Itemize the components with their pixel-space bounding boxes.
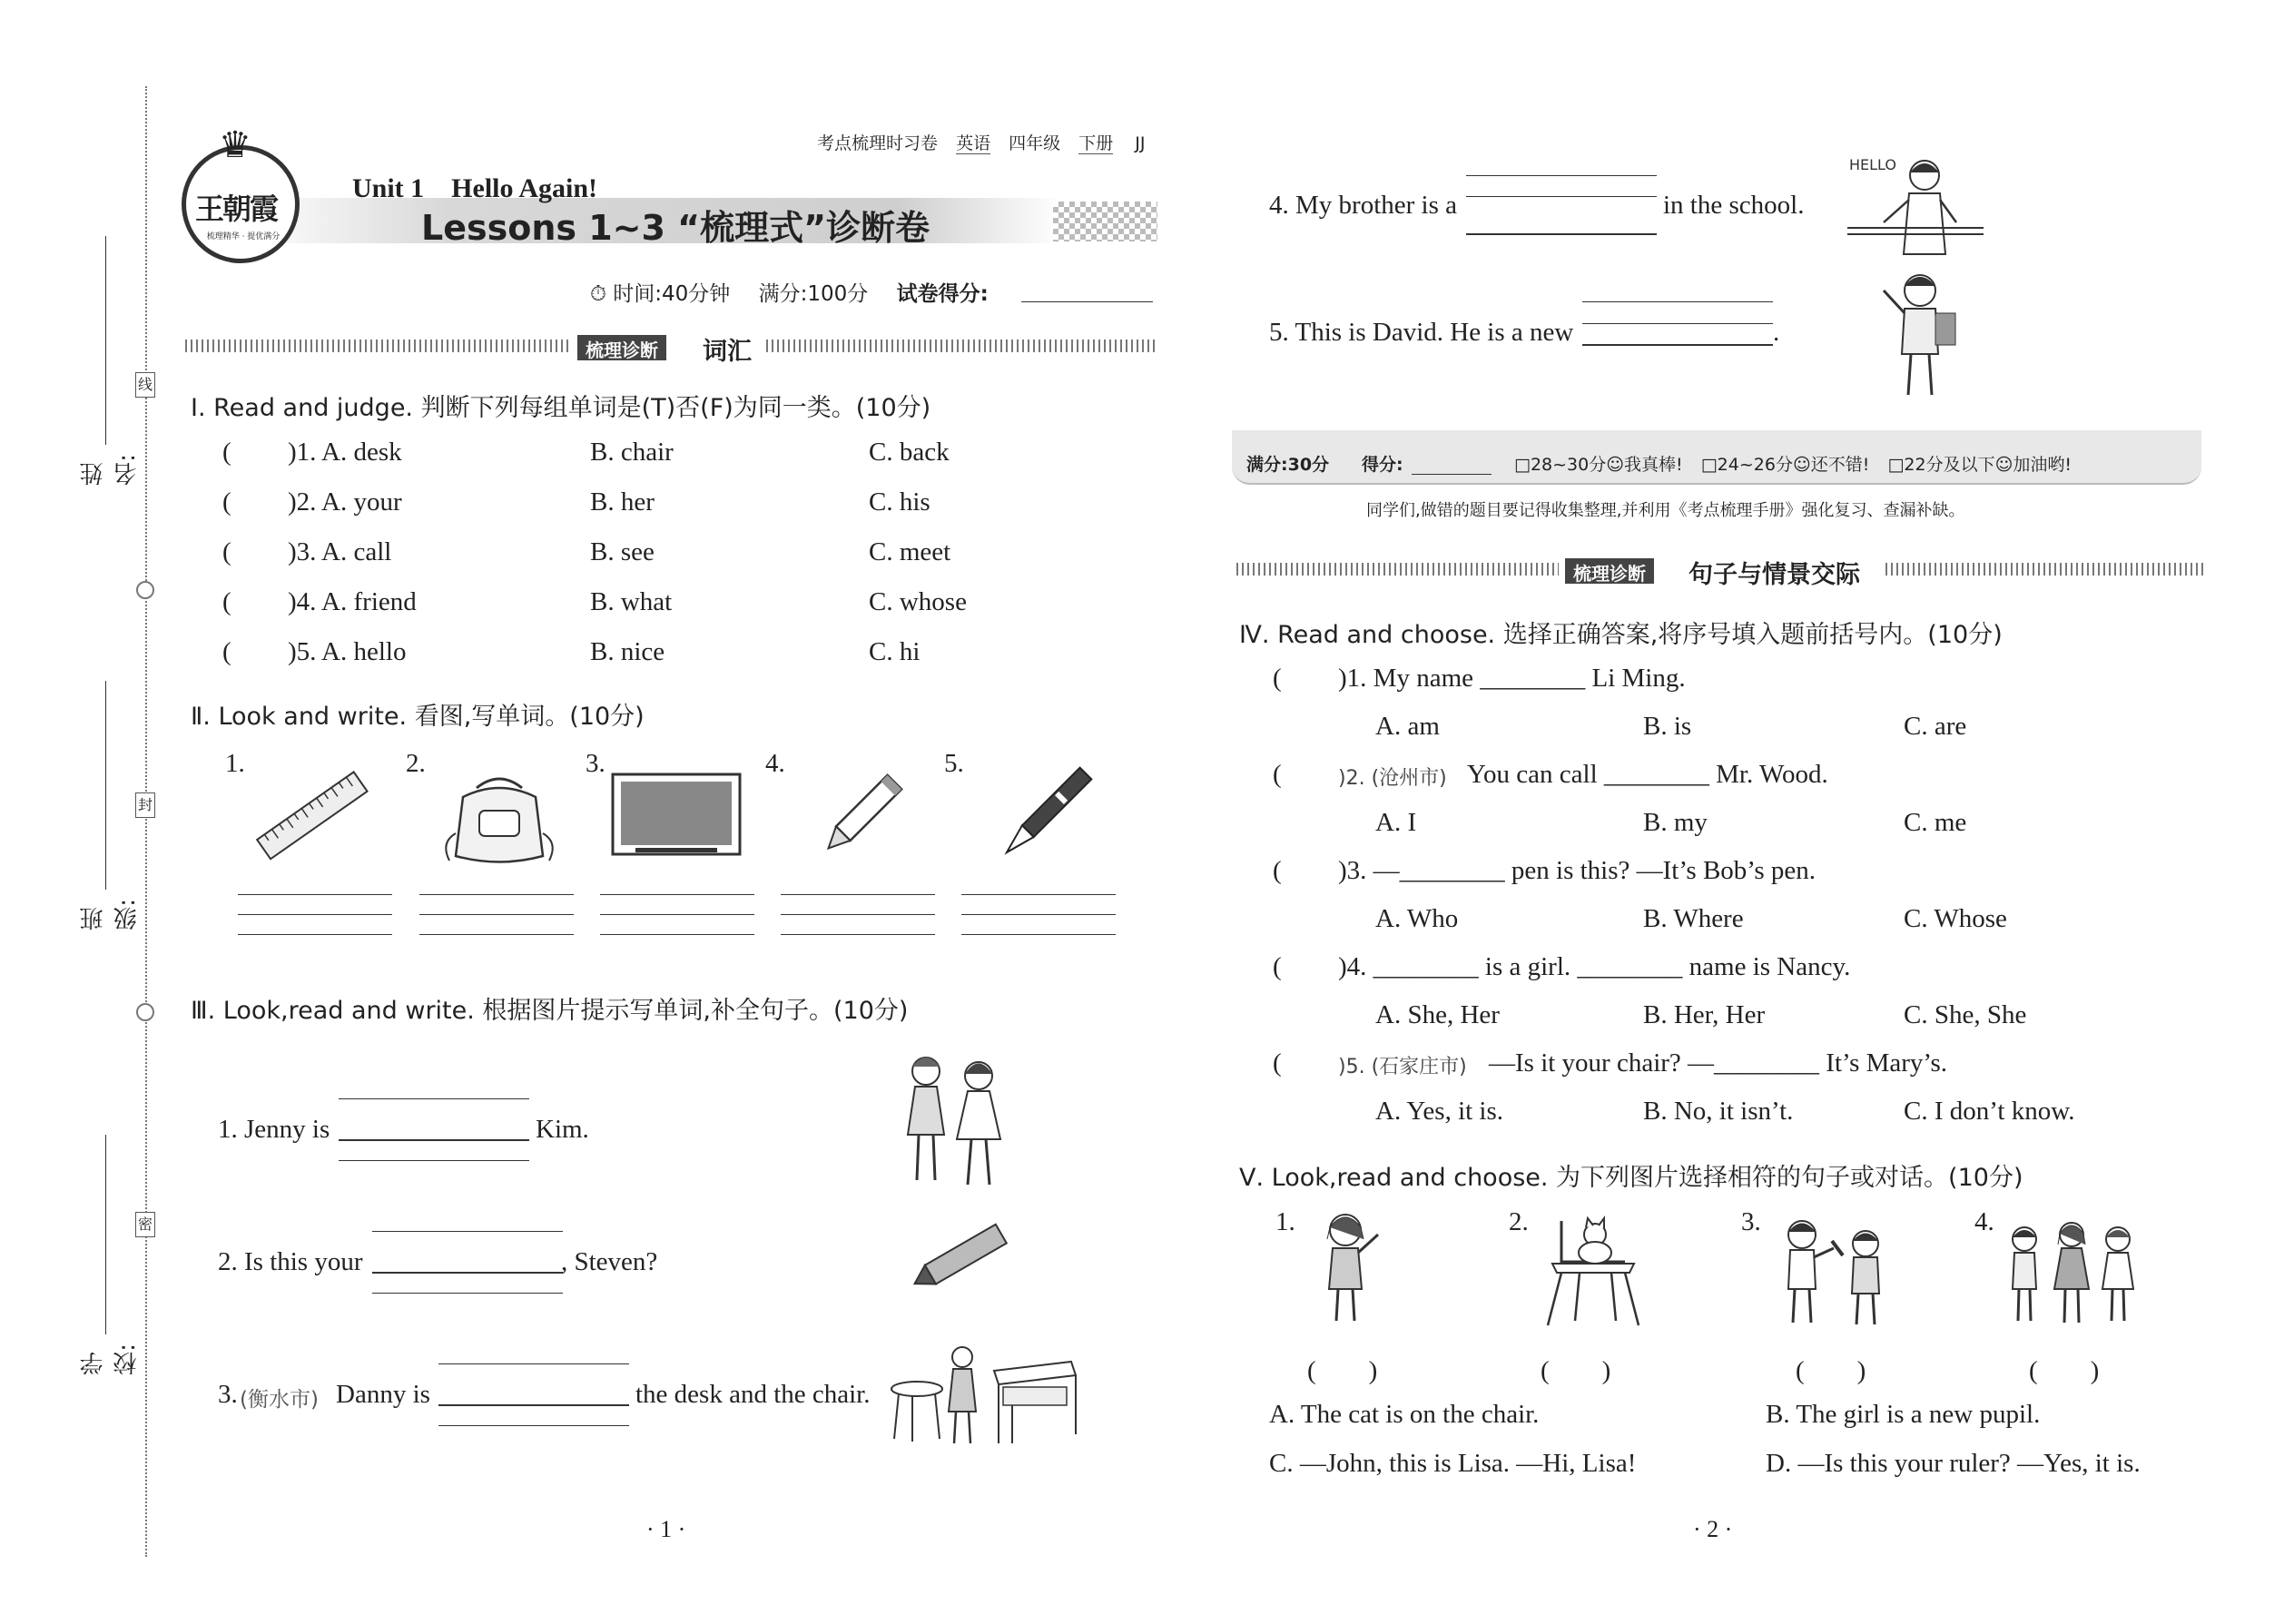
q5-num: 3. <box>1741 1207 1761 1236</box>
q2-answer-lines[interactable] <box>961 894 1116 958</box>
q2-title: Ⅱ. Look and write. 看图,写单词。(10分) <box>191 703 645 731</box>
seal-mark-secret: 密 <box>135 1212 155 1237</box>
question-text: —Is it your chair? —________ It’s Mary’s. <box>1489 1048 1948 1078</box>
answer-paren[interactable]: ( <box>1273 760 1282 789</box>
q3-s5-start: 5. This is David. He is a new <box>1269 318 1574 347</box>
term: 下册 <box>1078 133 1114 153</box>
option-c: C. She, She <box>1904 1000 2027 1029</box>
option-c: C. back <box>869 438 950 467</box>
option-a: )3. A. call <box>288 537 392 566</box>
q2-num: 5. <box>944 749 964 778</box>
q2-answer-lines[interactable] <box>419 894 574 958</box>
score-bar-options <box>1514 451 2072 476</box>
checker-decoration <box>1053 202 1157 241</box>
answer-paren[interactable]: ( <box>1273 1048 1282 1078</box>
seal-mark-line: 线 <box>135 372 155 398</box>
q3-s2-start: 2. Is this your <box>218 1247 363 1276</box>
school-underline <box>105 1135 106 1334</box>
crayon-icon <box>903 1216 1021 1298</box>
question-text: You can call ________ Mr. Wood. <box>1467 760 1828 789</box>
option-b: B. my <box>1643 808 1708 837</box>
grade: 四年级 <box>1009 133 1061 153</box>
clock-icon: ⏱ <box>590 282 606 306</box>
answer-paren[interactable]: ( <box>222 587 231 616</box>
q3-s2-lines[interactable] <box>372 1231 563 1294</box>
q3-s1-end: Kim. <box>536 1115 589 1144</box>
q1-title: Ⅰ. Read and judge. 判断下列每组单词是(T)否(F)为同一类。(10分) <box>191 394 931 422</box>
q5-answer-blank[interactable]: ( ) <box>1796 1356 1866 1385</box>
q2-num: 2. <box>406 749 426 778</box>
option-b: B. chair <box>590 438 674 467</box>
q5-num: 1. <box>1275 1207 1295 1236</box>
option-b: B. nice <box>590 637 665 666</box>
edition: JJ <box>1135 133 1146 153</box>
blackboard-icon <box>608 770 744 861</box>
logo-subtext: 梳理精华 · 提优满分 <box>206 232 281 241</box>
q5-title: Ⅴ. Look,read and choose. 为下列图片选择相符的句子或对话。(10分) <box>1239 1164 2023 1192</box>
q2-num: 1. <box>225 749 245 778</box>
q5-option-a: A. The cat is on the chair. <box>1269 1400 1540 1429</box>
page-number-1: · 1 · <box>646 1516 686 1542</box>
q3-s3-number: 3. <box>218 1380 238 1409</box>
score-bar-blank[interactable] <box>1412 474 1492 475</box>
option-a: A. I <box>1375 808 1417 837</box>
answer-paren[interactable]: ( <box>1273 952 1282 981</box>
q2-answer-lines[interactable] <box>238 894 392 958</box>
q2-answer-lines[interactable] <box>600 894 754 958</box>
q5-num: 2. <box>1509 1207 1529 1236</box>
q3-s3-end: the desk and the chair. <box>635 1380 871 1409</box>
two-boys-ruler-icon <box>1770 1212 1897 1330</box>
option2-range[interactable]: □24~26分 <box>1700 455 1793 475</box>
question-city: )5. (石家庄市) <box>1338 1056 1467 1078</box>
option1-range[interactable]: □28~30分 <box>1514 455 1607 475</box>
option-a: )2. A. your <box>288 487 402 517</box>
pencil-icon <box>812 764 912 864</box>
exam-info <box>590 277 989 307</box>
option-c: C. his <box>869 487 930 517</box>
option-b: B. No, it isn’t. <box>1643 1097 1794 1126</box>
binding-hole-icon <box>136 1003 154 1021</box>
option-b: B. what <box>590 587 673 616</box>
exam-time: 时间:40分钟 <box>613 282 731 306</box>
q3-s4-lines[interactable] <box>1466 175 1657 239</box>
neutral-face-icon: ☺ <box>1792 455 1811 475</box>
q3-s3-start: Danny is <box>336 1380 430 1409</box>
answer-paren[interactable]: ( <box>222 487 231 517</box>
q3-s4-start: 4. My brother is a <box>1269 191 1457 220</box>
q5-num: 4. <box>1974 1207 1994 1236</box>
answer-paren[interactable]: ( <box>222 438 231 467</box>
series-info <box>817 130 1145 154</box>
class-label: 班级: <box>80 899 141 930</box>
q3-s2-end: , Steven? <box>561 1247 658 1276</box>
q3-s3-city: (衡水市) <box>240 1388 319 1412</box>
answer-paren[interactable]: ( <box>1273 856 1282 885</box>
score-bar-full: 满分:30分 <box>1246 455 1330 475</box>
section-sentences <box>1236 558 2203 589</box>
desk-and-chair-icon <box>885 1343 1080 1448</box>
q3-s1-lines[interactable] <box>339 1098 529 1162</box>
two-girls-icon <box>890 1048 1017 1194</box>
option2-text: 还不错! <box>1810 455 1870 475</box>
score-bar-get: 得分: <box>1362 455 1403 475</box>
option-c: C. hi <box>869 637 921 666</box>
girl-waving-icon <box>1307 1207 1389 1325</box>
schoolbag-icon <box>436 770 563 870</box>
name-label: 姓名: <box>80 454 141 486</box>
option1-text: 我真棒! <box>1624 455 1683 475</box>
section-title: 词汇 <box>703 338 752 366</box>
option-a: A. She, Her <box>1375 1000 1500 1029</box>
option-b: B. Her, Her <box>1643 1000 1766 1029</box>
review-note: 同学们,做错的题目要记得收集整理,并利用《考点梳理手册》强化复习、查漏补缺。 <box>1366 501 1965 520</box>
q2-num: 3. <box>586 749 605 778</box>
teacher-hello-icon <box>1847 150 1984 259</box>
option-c: C. me <box>1904 808 1967 837</box>
q5-option-c: C. —John, this is Lisa. —Hi, Lisa! <box>1269 1449 1637 1478</box>
q5-option-d: D. —Is this your ruler? —Yes, it is. <box>1766 1449 2141 1478</box>
subject: 英语 <box>956 133 991 153</box>
q3-s4-end: in the school. <box>1663 191 1805 220</box>
q5-option-b: B. The girl is a new pupil. <box>1766 1400 2041 1429</box>
three-kids-icon <box>2002 1212 2142 1330</box>
question-text: )1. My name ________ Li Ming. <box>1338 664 1686 693</box>
exam-full: 满分:100分 <box>758 282 869 306</box>
option-c: C. Whose <box>1904 904 2007 933</box>
option-b: B. see <box>590 537 655 566</box>
option-a: )5. A. hello <box>288 637 407 666</box>
option-b: B. Where <box>1643 904 1744 933</box>
section-vocab <box>185 335 1157 366</box>
q3-s5-lines[interactable] <box>1582 301 1773 365</box>
svg-text:HELLO: HELLO <box>1849 156 1896 173</box>
option-a: )4. A. friend <box>288 587 417 616</box>
option-c: C. are <box>1904 712 1967 741</box>
binding-dotted-line <box>145 86 147 1557</box>
q3-s3-lines[interactable] <box>438 1363 629 1427</box>
smile-icon: ☺ <box>1606 455 1625 475</box>
pen-icon <box>985 761 1103 870</box>
new-pupil-boy-icon <box>1870 268 1970 404</box>
section-title: 句子与情景交际 <box>1689 561 1860 589</box>
seal-mark-seal: 封 <box>135 792 155 818</box>
crown-icon: ♛ <box>219 124 251 166</box>
question-city: )2. (沧州市) <box>1338 767 1447 790</box>
binding-hole-icon <box>136 581 154 599</box>
option-a: )1. A. desk <box>288 438 402 467</box>
q5-answer-blank[interactable]: ( ) <box>1307 1356 1378 1385</box>
question-text: )4. ________ is a girl. ________ name is Nancy. <box>1338 952 1851 981</box>
cheer-face-icon: ☺ <box>1994 455 2013 475</box>
q5-answer-blank[interactable]: ( ) <box>2029 1356 2100 1385</box>
option-c: C. I don’t know. <box>1904 1097 2075 1126</box>
name-underline <box>105 236 106 445</box>
series-name: 考点梳理时习卷 <box>817 133 939 153</box>
logo-text: 王朝霞 <box>195 192 278 225</box>
q3-s5-end: . <box>1773 318 1780 347</box>
q3-title: Ⅲ. Look,read and write. 根据图片提示写单词,补全句子。(10分) <box>191 997 909 1025</box>
question-text: )3. —________ pen is this? —It’s Bob’s pen. <box>1338 856 1816 885</box>
school-label: 学校: <box>80 1343 141 1375</box>
page-number-2: · 2 · <box>1693 1516 1733 1542</box>
page-title: Lessons 1~3 “梳理式”诊断卷 <box>421 208 930 248</box>
option-a: A. Who <box>1375 904 1459 933</box>
q2-answer-lines[interactable] <box>781 894 935 958</box>
unit-title: Unit 1 Hello Again! <box>352 173 598 203</box>
section-tag: 梳理诊断 <box>1565 558 1654 584</box>
option-c: C. meet <box>869 537 951 566</box>
answer-paren[interactable]: ( <box>222 537 231 566</box>
option-c: C. whose <box>869 587 967 616</box>
option-a: A. Yes, it is. <box>1375 1097 1504 1126</box>
exam-score-label: 试卷得分: <box>896 282 989 306</box>
score-blank[interactable] <box>1021 301 1153 302</box>
q3-s1-start: 1. Jenny is <box>218 1115 330 1144</box>
cat-on-chair-icon <box>1539 1207 1648 1330</box>
answer-paren[interactable]: ( <box>222 637 231 666</box>
q4-title: Ⅳ. Read and choose. 选择正确答案,将序号填入题前括号内。(10分) <box>1239 621 2003 649</box>
ruler-icon <box>250 767 377 867</box>
option3-text: 加油哟! <box>2013 455 2072 475</box>
q5-answer-blank[interactable]: ( ) <box>1541 1356 1611 1385</box>
q2-num: 4. <box>765 749 785 778</box>
option-b: B. her <box>590 487 655 517</box>
section-tag: 梳理诊断 <box>577 335 666 360</box>
logo-seal <box>182 124 300 263</box>
answer-paren[interactable]: ( <box>1273 664 1282 693</box>
class-underline <box>105 681 106 890</box>
option-a: A. am <box>1375 712 1440 741</box>
option-b: B. is <box>1643 712 1692 741</box>
option3-range[interactable]: □22分及以下 <box>1887 455 1995 475</box>
